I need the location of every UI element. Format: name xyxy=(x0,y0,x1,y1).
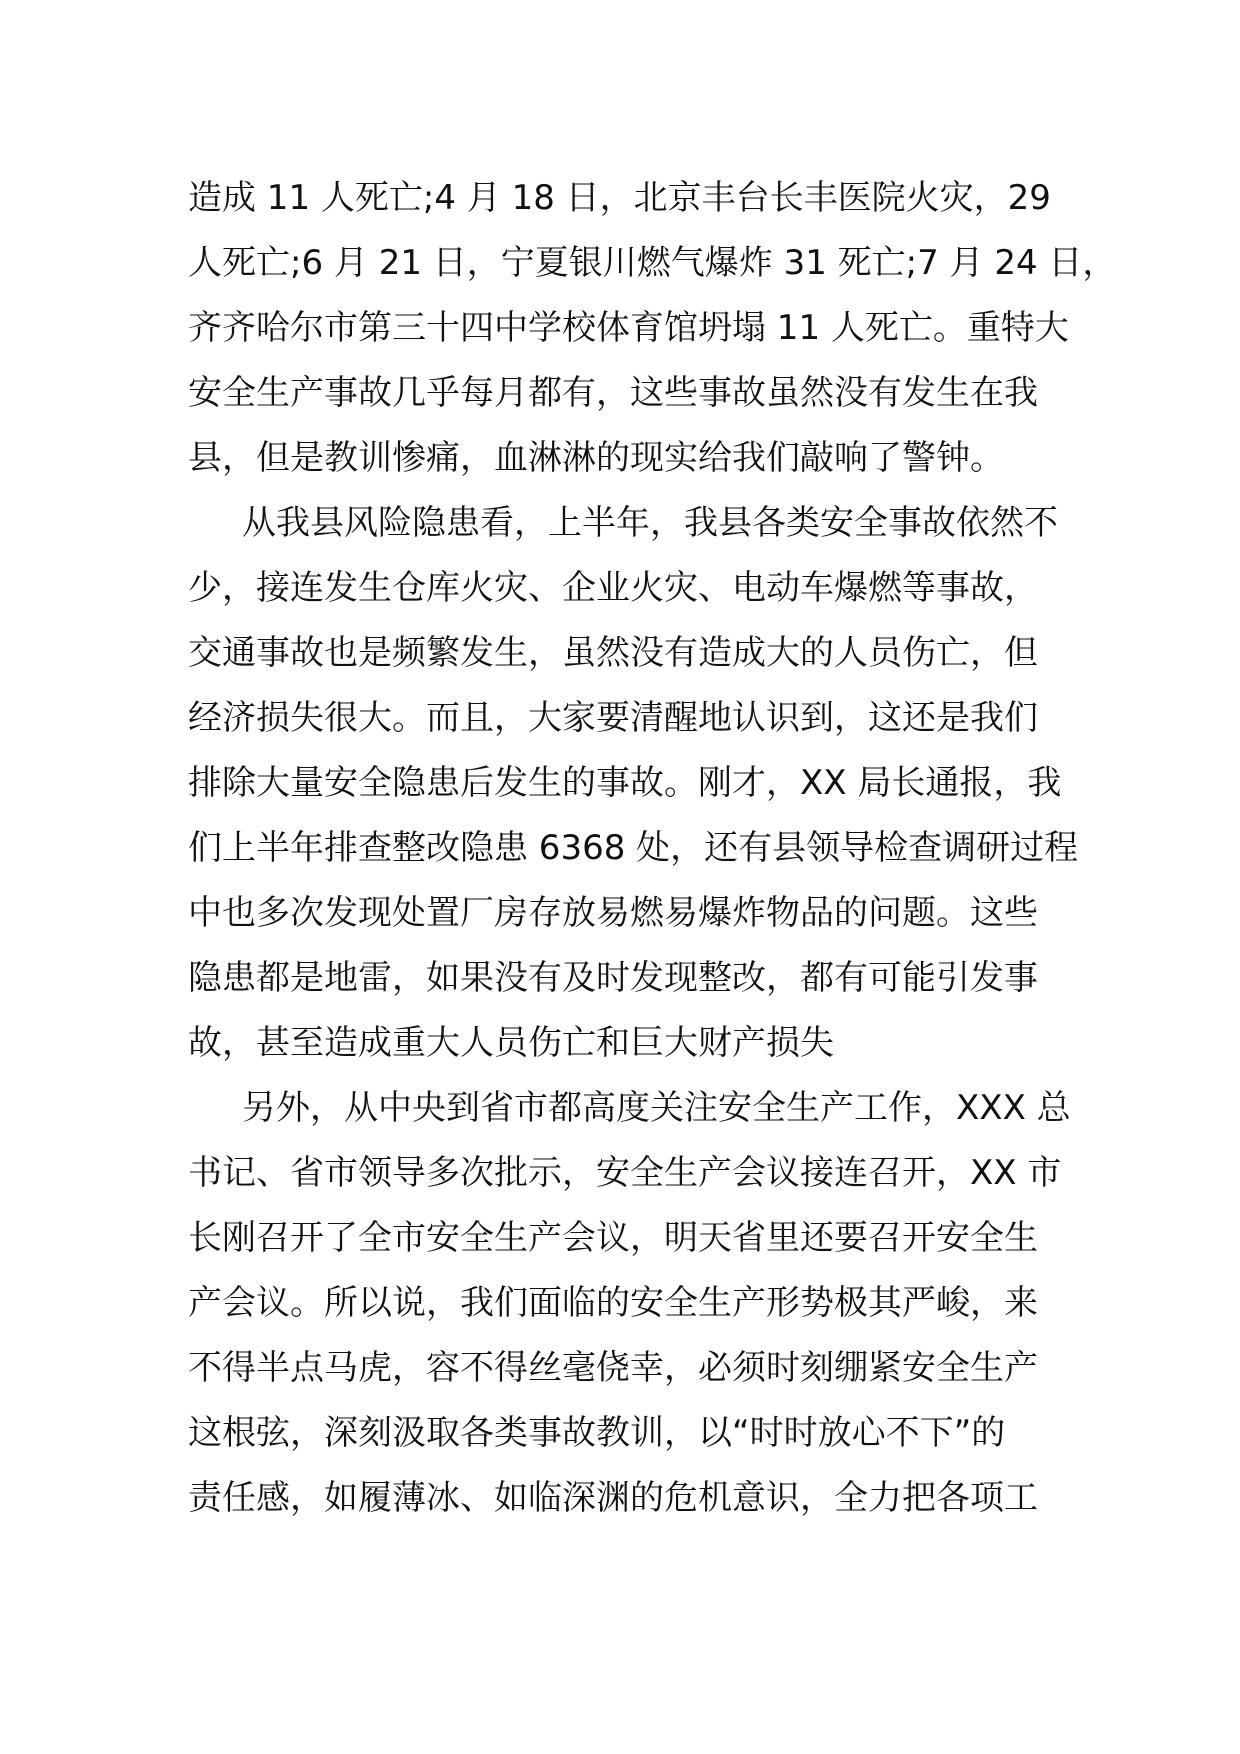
text-line: 产会议。所以说，我们面临的安全生产形势极其严峻，来 xyxy=(188,1283,1038,1323)
text-line: 故，甚至造成重大人员伤亡和巨大财产损失 xyxy=(188,1023,834,1063)
text-line: 县，但是教训惨痛，血淋淋的现实给我们敲响了警钟。 xyxy=(188,438,1004,478)
paragraph-leadership-attention xyxy=(188,1076,1071,1531)
text-line: 人死亡;6 月 21 日，宁夏银川燃气爆炸 31 死亡;7 月 24 日， xyxy=(188,243,1117,283)
text-line: 安全生产事故几乎每月都有，这些事故虽然没有发生在我 xyxy=(188,373,1038,413)
text-line: 中也多次发现处置厂房存放易燃易爆炸物品的问题。这些 xyxy=(188,893,1038,933)
text-line: 们上半年排查整改隐患 6368 处，还有县领导检查调研过程 xyxy=(188,828,1079,868)
text-line: 责任感，如履薄冰、如临深渊的危机意识，全力把各项工 xyxy=(188,1478,1038,1518)
text-line: 另外，从中央到省市都高度关注安全生产工作，XXX 总 xyxy=(242,1088,1071,1128)
paragraph-accident-review xyxy=(188,166,1117,491)
text-line: 经济损失很大。而且，大家要清醒地认识到，这还是我们 xyxy=(188,698,1038,738)
document-body xyxy=(188,166,1117,1531)
text-line: 不得半点马虎，容不得丝毫侥幸，必须时刻绷紧安全生产 xyxy=(188,1348,1038,1388)
text-line: 少，接连发生仓库火灾、企业火灾、电动车爆燃等事故， xyxy=(188,568,1038,608)
text-line: 这根弦，深刻汲取各类事故教训，以“时时放心不下”的 xyxy=(188,1413,1006,1453)
text-line: 排除大量安全隐患后发生的事故。刚才，XX 局长通报，我 xyxy=(188,763,1062,803)
text-line: 长刚召开了全市安全生产会议，明天省里还要召开安全生 xyxy=(188,1218,1038,1258)
text-line: 从我县风险隐患看，上半年，我县各类安全事故依然不 xyxy=(242,503,1058,543)
text-line: 隐患都是地雷，如果没有及时发现整改，都有可能引发事 xyxy=(188,958,1038,998)
text-line: 造成 11 人死亡;4 月 18 日，北京丰台长丰医院火灾，29 xyxy=(188,178,1051,218)
text-line: 书记、省市领导多次批示，安全生产会议接连召开，XX 市 xyxy=(188,1153,1062,1193)
paragraph-county-risks xyxy=(188,491,1079,1076)
text-line: 交通事故也是频繁发生，虽然没有造成大的人员伤亡，但 xyxy=(188,633,1038,673)
text-line: 齐齐哈尔市第三十四中学校体育馆坍塌 11 人死亡。重特大 xyxy=(188,308,1069,348)
